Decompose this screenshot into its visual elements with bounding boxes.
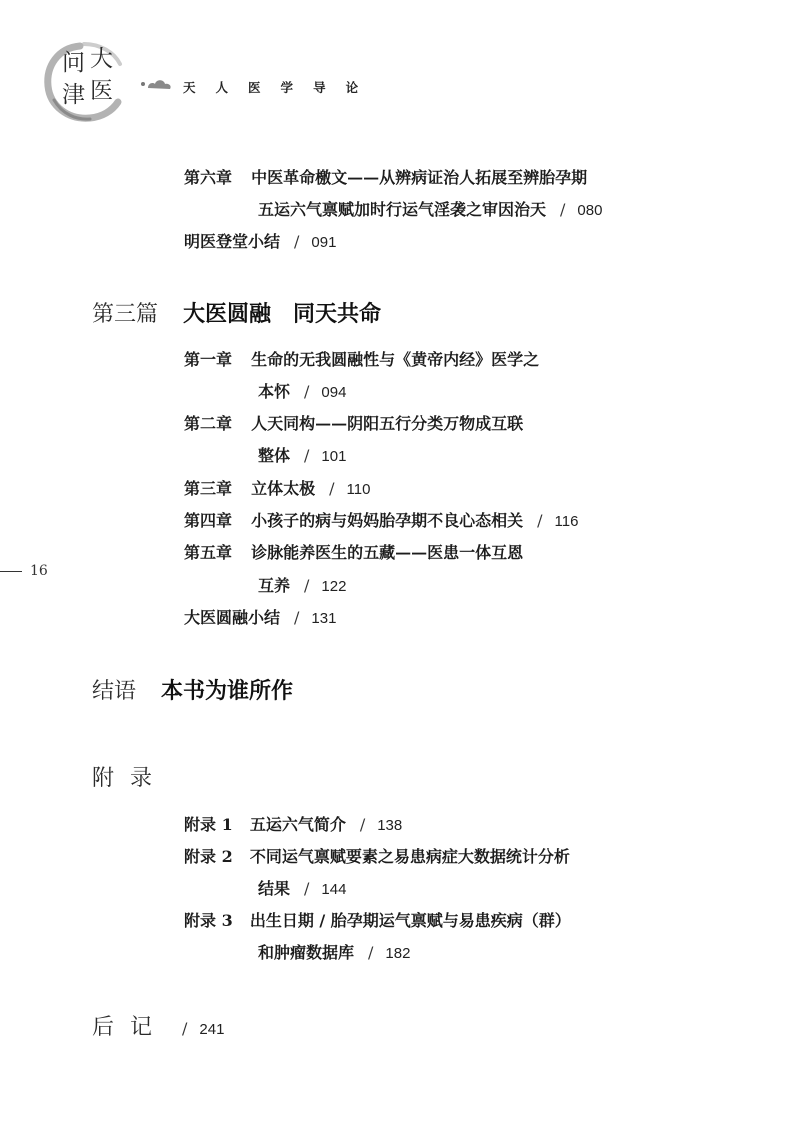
chapter-label: 第二章	[184, 414, 233, 433]
running-title-char: 导	[313, 80, 326, 95]
toc-entry-part2-ch6[interactable]	[184, 168, 587, 188]
book-logo	[40, 40, 136, 124]
toc-entry-part2-ch6-cont[interactable]	[258, 200, 602, 221]
chapter-label: 第三章	[184, 479, 233, 498]
page-separator: /	[304, 576, 310, 595]
appendix-item-label: 附录 2	[184, 847, 233, 866]
appendix-item-label: 附录 1	[184, 815, 233, 834]
page-separator: /	[537, 511, 543, 530]
appendix-label: 附录	[92, 766, 169, 791]
toc-entry-part3-ch1-cont[interactable]	[258, 382, 346, 403]
toc-entry-part3-ch3[interactable]	[184, 479, 370, 500]
postscript-label: 后记	[92, 1015, 169, 1040]
toc-entry-appendix-2[interactable]	[184, 847, 570, 867]
page-ref: 138	[377, 817, 403, 834]
page-ref: 144	[321, 881, 347, 898]
page-separator: /	[182, 1019, 188, 1038]
page-separator: /	[329, 479, 335, 498]
page-ref: 080	[577, 202, 603, 219]
chapter-title: 生命的无我圆融性与《黄帝内经》医学之	[251, 350, 540, 369]
page-ref: 091	[311, 234, 337, 251]
page-number	[0, 563, 48, 579]
chapter-label: 第四章	[184, 511, 233, 530]
page-separator: /	[294, 608, 300, 627]
chapter-title-continued: 五运六气禀赋加时行运气淫袭之审因治天	[258, 200, 547, 219]
chapter-title-continued: 互养	[258, 576, 291, 595]
page-header	[0, 0, 800, 130]
page-ref: 116	[554, 513, 579, 530]
toc-entry-appendix-3[interactable]	[184, 911, 571, 931]
running-title	[183, 78, 358, 96]
page-ref: 241	[199, 1021, 225, 1038]
logo-char: 医	[90, 78, 113, 104]
toc-entry-part3-ch5-cont[interactable]	[258, 576, 346, 597]
page-ref: 182	[385, 945, 411, 962]
chapter-title: 人天同构——阴阳五行分类万物成互联	[251, 414, 524, 433]
chapter-title: 中医革命檄文——从辨病证治人拓展至辨胎孕期	[251, 168, 588, 187]
running-title-char: 医	[248, 80, 261, 95]
page-ref: 122	[321, 578, 347, 595]
toc-entry-part3-ch5[interactable]	[184, 543, 523, 563]
chapter-label: 第五章	[184, 543, 233, 562]
page-ref: 131	[311, 610, 337, 627]
logo-brush-circle-icon	[40, 40, 136, 124]
toc-entry-part3-ch2-cont[interactable]	[258, 446, 346, 467]
running-title-char: 人	[215, 80, 229, 95]
logo-char: 大	[90, 46, 113, 72]
appendix-item-title: 不同运气禀赋要素之易患病症大数据统计分析	[249, 847, 570, 866]
appendix-item-label: 附录 3	[184, 911, 233, 930]
toc-entry-part3-ch4[interactable]	[184, 511, 578, 532]
appendix-heading[interactable]	[92, 765, 168, 793]
running-title-char: 论	[345, 80, 359, 95]
toc-entry-part3-ch1[interactable]	[184, 350, 539, 370]
part3-heading[interactable]	[92, 300, 381, 329]
page-separator: /	[359, 815, 366, 834]
page-ref: 101	[321, 448, 347, 465]
page-separator: /	[560, 200, 566, 219]
page-number-dash	[0, 571, 22, 572]
appendix-item-title-continued: 和肿瘤数据库	[258, 943, 355, 962]
chapter-title-continued: 整体	[258, 446, 291, 465]
chapter-label: 第六章	[184, 168, 233, 187]
toc-entry-part2-summary[interactable]	[184, 232, 336, 253]
appendix-item-title: 五运六气简介	[249, 815, 346, 834]
logo-char: 津	[62, 82, 85, 108]
chapter-title: 立体太极	[251, 479, 316, 498]
page-ref: 110	[346, 481, 371, 498]
part-title: 大医圆融 同天共命	[183, 301, 382, 327]
toc-entry-appendix-1[interactable]	[184, 815, 402, 836]
conclusion-label: 结语	[92, 679, 137, 704]
page-separator: /	[304, 382, 310, 401]
conclusion-heading[interactable]	[92, 677, 293, 706]
postscript-heading[interactable]	[92, 1014, 224, 1044]
toc-entry-appendix-2-cont[interactable]	[258, 879, 346, 900]
running-title-char: 学	[280, 80, 294, 95]
toc-entry-part3-ch2[interactable]	[184, 414, 523, 434]
toc-entry-part3-summary[interactable]	[184, 608, 336, 629]
logo-char: 问	[62, 50, 85, 76]
appendix-item-title-continued: 结果	[258, 879, 291, 898]
running-title-char: 天	[183, 80, 196, 95]
chapter-title: 诊脉能养医生的五藏——医患一体互恩	[251, 543, 524, 562]
toc-entry-appendix-3-cont[interactable]	[258, 943, 410, 964]
page-separator: /	[294, 232, 300, 251]
cloud-ornament-icon	[140, 74, 174, 94]
page-ref: 094	[321, 384, 347, 401]
conclusion-title: 本书为谁所作	[161, 678, 294, 704]
appendix-item-title: 出生日期 / 胎孕期运气禀赋与易患疾病（群）	[249, 911, 571, 930]
summary-title: 明医登堂小结	[184, 232, 281, 251]
chapter-title: 小孩子的病与妈妈胎孕期不良心态相关	[251, 511, 524, 530]
chapter-label: 第一章	[184, 350, 233, 369]
chapter-title-continued: 本怀	[258, 382, 291, 401]
summary-title: 大医圆融小结	[184, 608, 281, 627]
page-separator: /	[368, 943, 374, 962]
page-number-value: 16	[30, 563, 48, 579]
page-separator: /	[304, 879, 310, 898]
page-separator: /	[304, 446, 310, 465]
part-label: 第三篇	[92, 302, 159, 327]
